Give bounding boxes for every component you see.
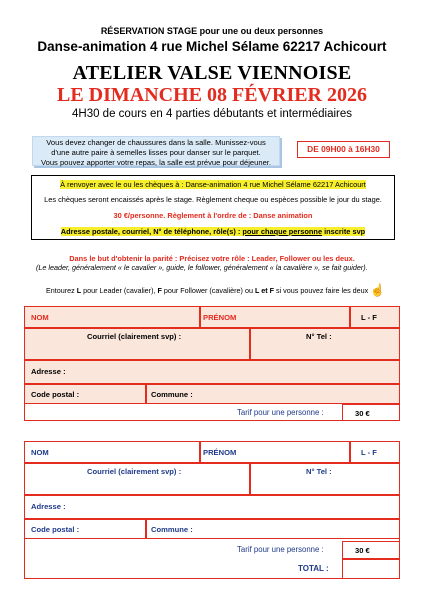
parity-text-b: pour Leader (cavalier),: [81, 286, 158, 295]
parity-lf: L et F: [254, 286, 274, 295]
event-date: LE DIMANCHE 08 FÉVRIER 2026: [56, 84, 368, 106]
info-prefix: Adresse postale, courriel, N° de téléphone, rôle(s) :: [60, 227, 243, 236]
note-line-1: Vous devez changer de chaussures dans la salle. Munissez-vous: [46, 138, 266, 147]
form1-prenom-field[interactable]: [200, 306, 350, 328]
form1-role-field[interactable]: [350, 306, 400, 328]
send-address-row: [32, 180, 394, 189]
header-line-1: RÉSERVATION STAGE pour une ou deux personnes: [100, 26, 324, 36]
parity-title: Dans le but d'obtenir la parité : Précisez votre rôle : Leader, Follower ou les deux.: [69, 254, 355, 263]
form2-role-field[interactable]: [350, 441, 400, 463]
form2-cp-field[interactable]: [24, 519, 146, 539]
form2-cp-label: Code postal :: [31, 525, 80, 534]
form1-commune-label: Commune :: [151, 390, 193, 399]
shoes-note: [32, 136, 280, 166]
form1-courriel-label: Courriel (clairement svp) :: [87, 332, 182, 341]
parity-text-a: Entourez: [46, 286, 77, 295]
form2-amount: 30 €: [355, 546, 370, 555]
form2-prenom-label: PRÉNOM: [203, 448, 237, 457]
note-line-3: Vous pouvez apporter votre repas, la salle est prévue pour déjeuner.: [40, 158, 272, 167]
send-instructions: [31, 175, 395, 240]
form1-cp-field[interactable]: [24, 384, 146, 404]
send-address: À renvoyer avec le ou les chèques à : Danse-animation 4 rue Michel Sélame 62217 Achicourt: [60, 180, 366, 189]
price-note: 30 €/personne. Règlement à l'ordre de : Danse animation: [113, 211, 313, 220]
parity-f: F: [157, 286, 162, 295]
form2-adresse-label: Adresse :: [31, 502, 66, 511]
form2-nom-field[interactable]: [24, 441, 200, 463]
form1-adresse-field[interactable]: [24, 360, 400, 384]
parity-explanation: (Le leader, généralement « le cavalier », guide, le follower, généralement « la cavalière », se fait guider).: [36, 263, 368, 272]
info-highlight: [61, 227, 365, 236]
form2-commune-field[interactable]: [146, 519, 400, 539]
form2-tarif-label: Tarif pour une personne :: [237, 545, 324, 554]
form2-role-label: L - F: [361, 448, 377, 457]
form2-courriel-label: Courriel (clairement svp) :: [87, 467, 182, 476]
event-subtitle: 4H30 de cours en 4 parties débutants et intermédiaires: [72, 108, 352, 120]
form2-courriel-field[interactable]: [24, 463, 250, 495]
form1-amount: 30 €: [355, 409, 370, 418]
form1-nom-label: NOM: [31, 313, 49, 322]
form2-prenom-field[interactable]: [200, 441, 350, 463]
form1-cp-label: Code postal :: [31, 390, 80, 399]
header-line-2: Danse-animation 4 rue Michel Sélame 62217 Achicourt: [37, 39, 387, 54]
parity-instruction: [46, 286, 376, 295]
total-box[interactable]: [342, 559, 400, 579]
event-title: ATELIER VALSE VIENNOISE: [72, 62, 352, 84]
parity-text-d: si vous pouvez faire les deux: [273, 286, 369, 295]
form1-commune-field[interactable]: [146, 384, 400, 404]
info-row: [32, 227, 394, 236]
total-label: TOTAL :: [298, 564, 329, 573]
form2-tel-field[interactable]: [250, 463, 400, 495]
form2-tel-label: N° Tel :: [306, 467, 332, 476]
form1-courriel-field[interactable]: [24, 328, 250, 360]
form2-commune-label: Commune :: [151, 525, 193, 534]
form1-tel-field[interactable]: [250, 328, 400, 360]
info-underlined: pour chaque personne: [242, 227, 323, 236]
parity-text-c: pour Follower (cavalière) ou: [161, 286, 255, 295]
form2-amount-box: [342, 541, 400, 559]
form1-adresse-label: Adresse :: [31, 367, 66, 376]
form1-tel-label: N° Tel :: [306, 332, 332, 341]
form1-prenom-label: PRÉNOM: [203, 313, 237, 322]
form2-adresse-field[interactable]: [24, 495, 400, 519]
form2-nom-label: NOM: [31, 448, 49, 457]
form1-nom-field[interactable]: [24, 306, 200, 328]
pointing-hand-icon: ☝: [370, 283, 385, 297]
form1-role-label: L - F: [361, 313, 377, 322]
info-suffix: inscrite svp: [322, 227, 366, 236]
cheques-note: Les chèques seront encaissés après le stage. Règlement cheque ou espèces possible le jour du stage.: [44, 195, 382, 204]
form1-tarif-label: Tarif pour une personne :: [237, 408, 324, 417]
note-line-2: d'une autre paire à semelles lisses pour danser sur le parquet.: [51, 148, 261, 157]
parity-l: L: [76, 286, 82, 295]
hours-box: DE 09H00 à 16H30: [297, 141, 390, 158]
form1-amount-box: [342, 404, 400, 421]
